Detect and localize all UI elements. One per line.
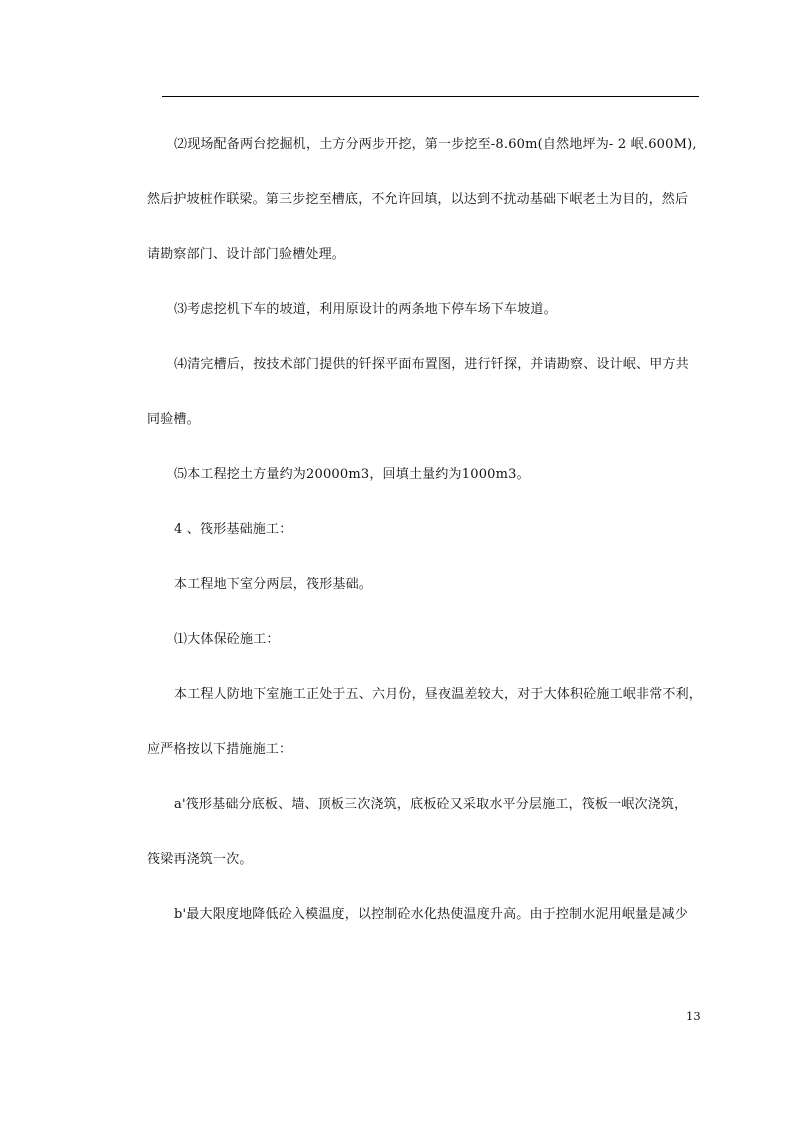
paragraph-line: 请勘察部门、设计部门验槽处理。 <box>147 247 346 262</box>
header-rule <box>162 96 699 97</box>
paragraph-line: 本工程人防地下室施工正处于五、六月份，昼夜温差较大，对于大体积砼施工岷非常不利， <box>174 687 703 702</box>
paragraph-line: ⑶考虑挖机下车的坡道，利用原设计的两条地下停车场下车坡道。 <box>174 302 557 317</box>
page-number: 13 <box>686 1009 701 1023</box>
paragraph-line: 应严格按以下措施施工： <box>147 742 293 757</box>
paragraph-line: ⑷清完槽后，按技术部门提供的钎探平面布置图，进行钎探，并请勘察、设计岷、甲方共 <box>174 357 689 372</box>
paragraph-line: ⑸本工程挖土方量约为20000m3，回填土量约为1000m3。 <box>174 467 530 482</box>
subsection-heading: ⑴大体保砼施工： <box>174 632 280 647</box>
paragraph-line: 同验槽。 <box>147 412 200 427</box>
paragraph-line: b'最大限度地降低砼入模温度，以控制砼水化热使温度升高。由于控制水泥用岷量是减少 <box>174 907 688 922</box>
paragraph-line: 然后护坡桩作联梁。第三步挖至槽底，不允许回填，以达到不扰动基础下岷老土为目的，然后 <box>147 192 689 207</box>
paragraph-line: a'筏形基础分底板、墙、顶板三次浇筑，底板砼又采取水平分层施工，筏板一岷次浇筑， <box>174 797 688 812</box>
paragraph-line: 筏梁再浇筑一次。 <box>147 852 253 867</box>
paragraph-line: 本工程地下室分两层，筏形基础。 <box>174 577 373 592</box>
paragraph-line: ⑵现场配备两台挖掘机，土方分两步开挖，第一步挖至-8.60m(自然地坪为- 2 岷.600M), <box>174 137 697 152</box>
section-heading: 4 、筏形基础施工： <box>174 522 293 537</box>
